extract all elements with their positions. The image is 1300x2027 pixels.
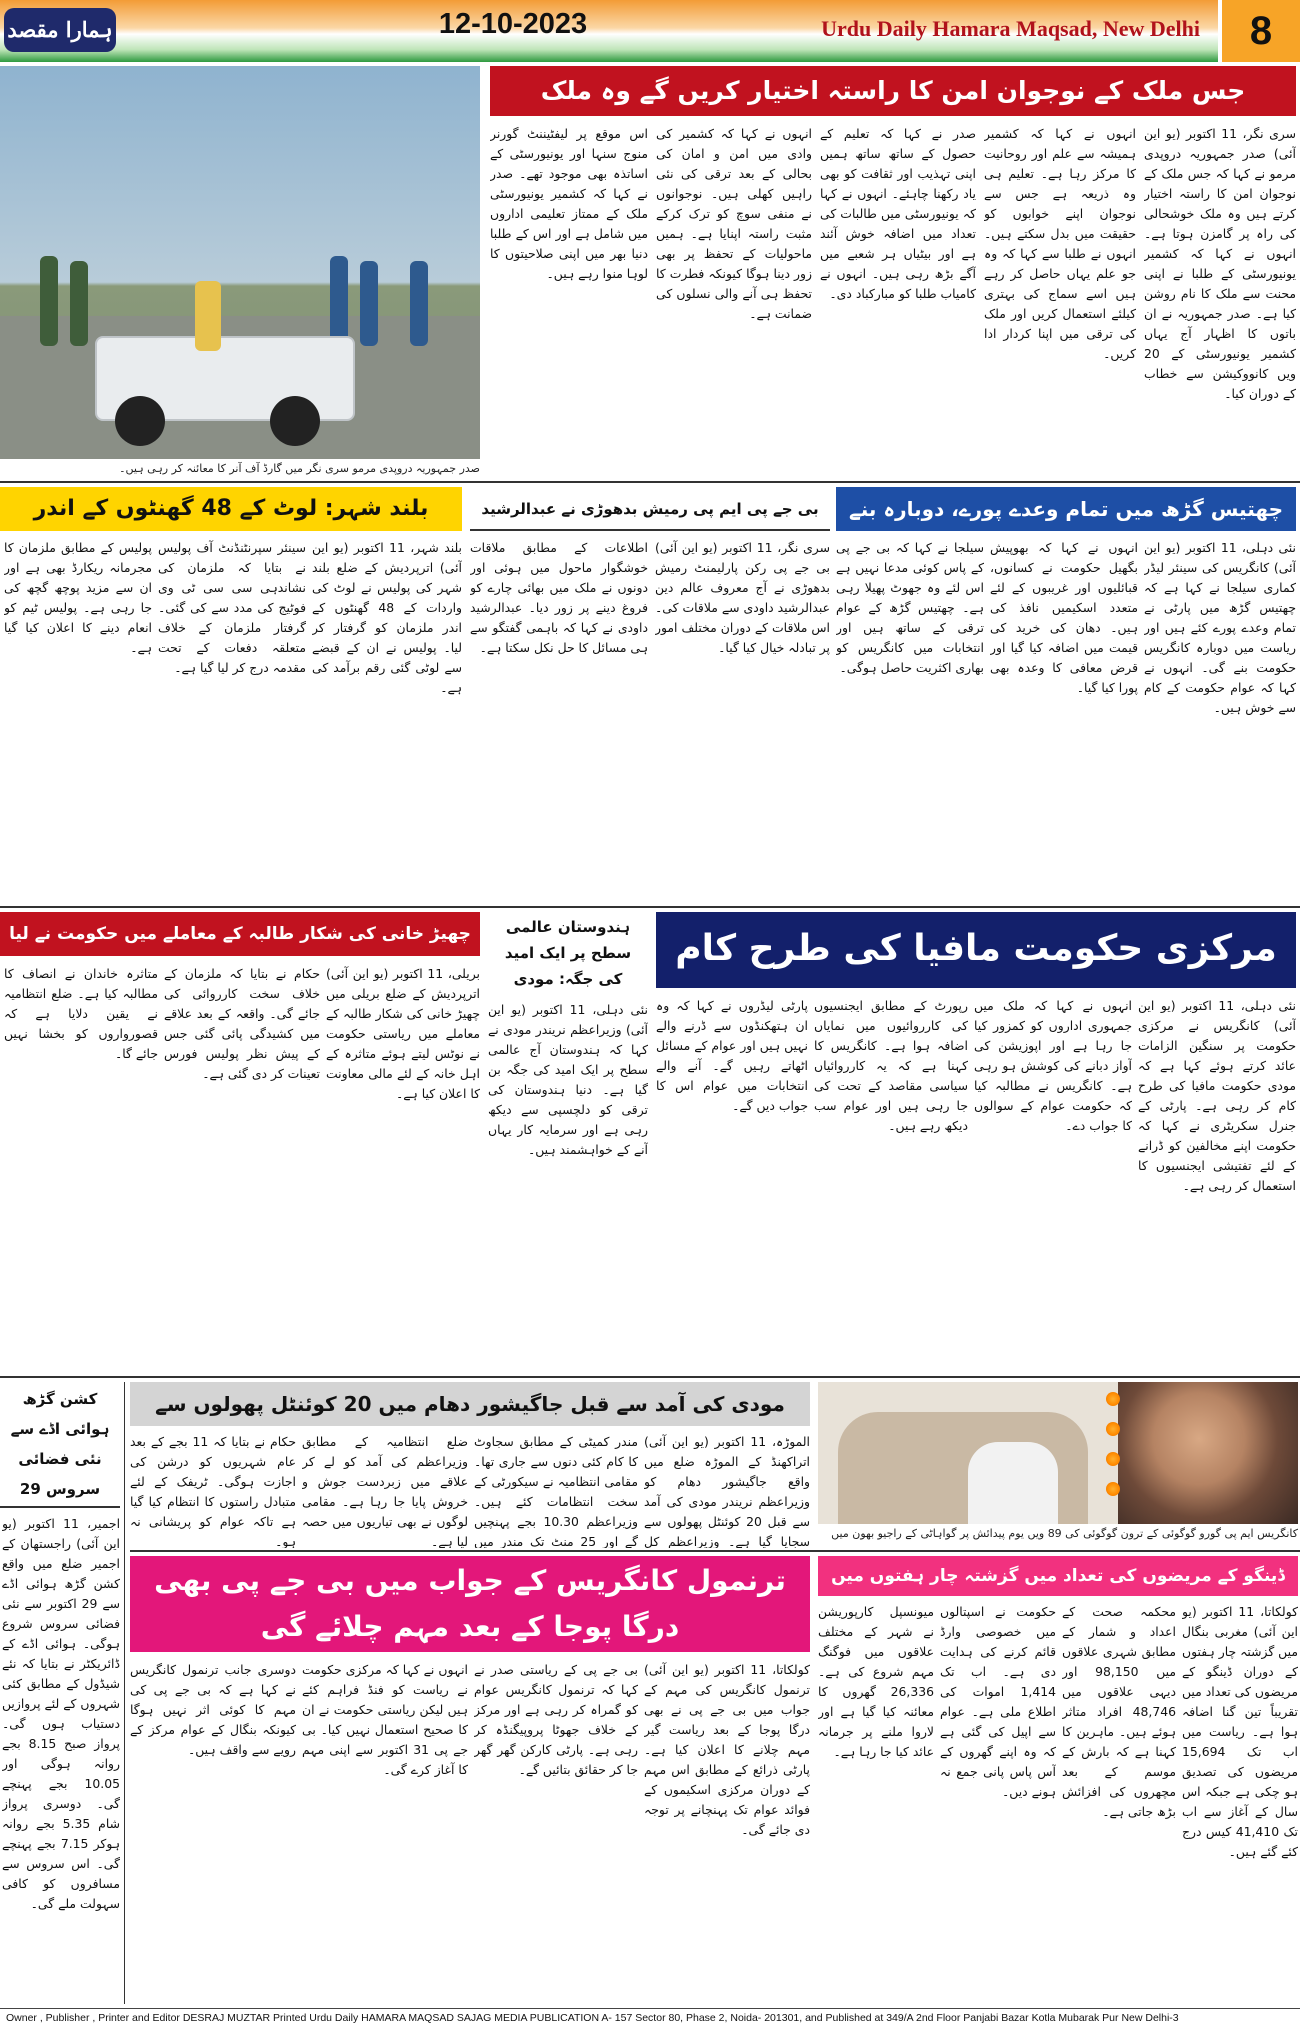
story-column: انہوں نے کہا کہ بھوپیش بگھیل حکومت نے کسانوں، قبائلیوں اور غریبوں کے لئے متعدد اسکیمیں نافذ کی ہیں۔ دھان کی خرید کی قیمت میں اضافہ کیا گیا اور قرض معافی کا وعدہ بھی پورا کیا گیا۔ [990,540,1138,695]
marigold-garland [1106,1482,1120,1496]
section-divider [0,1376,1300,1378]
story-column: اجمیر، 11 اکتوبر (یو این آئی) راجستھان کے اجمیر ضلع میں واقع کشن گڑھ ہوائی اڈے سے 29 اکتوبر سے نئی فضائی سروس شروع ہوگی۔ ہوائی اڈے کے ڈائریکٹر نے بتایا کہ نئے شیڈول کے مطابق کئی شہروں کے لئے پروازیں دستیاب ہوں گی۔ پرواز صبح 8.15 بجے روانہ ہوگی اور 10.05 بجے پہنچے گی۔ دوسری پرواز شام 5.35 بجے روانہ ہوکر 7.15 بجے پہنچے گی۔ اس سروس سے مسافروں کو کافی سہولت ملے گی۔ [2,1516,120,1911]
story-headline: ڈینگو کے مریضوں کی تعداد میں گزشتہ چار ہفتوں میں [818,1556,1298,1596]
guard-figure [330,256,348,346]
story-headline: بی جے پی ایم پی رمیش بدھوڑی نے عبدالرشید [470,487,830,531]
story-headline: مودی کی آمد سے قبل جاگیشور دھام میں 20 کوئنٹل پھولوں سے [130,1382,810,1426]
section-divider [0,906,1300,908]
column-divider [124,1382,125,2004]
story-column: محکمہ صحت کے اعداد و شمار کے مطابق شہری علاقوں میں 98,150 اور دیہی علاقوں میں 48,746 افراد متاثر ہوئے ہیں۔ ماہرین کا کہنا ہے کہ بارش کے موسم کے بعد مچھروں کی افزائش بڑھ جاتی ہے۔ [1062,1604,1176,1819]
guard-figure [410,261,428,346]
mourner-figure [968,1442,1058,1524]
story-headline: چھیڑ خانی کی شکار طالبہ کے معاملے میں حکومت نے لیا [0,912,480,956]
story-headline: چھتیس گڑھ میں تمام وعدے پورے، دوبارہ بنے [836,487,1296,531]
story-headline: کشن گڑھ ہوائی اڈے سے نئی فضائی سروس 29 [0,1382,120,1508]
marigold-garland [1106,1392,1120,1406]
story-column: ضلع انتظامیہ کے مطابق وزیراعظم کی آمد کو لے کر علاقے میں زبردست جوش و خروش پایا جا رہا ہے۔ مقامی لوگوں نے بھی تیاریوں میں حصہ لیا ہے۔ [302,1434,468,1548]
story-column: متاثرہ خاندان نے انصاف کا مطالبہ کیا ہے۔ ضلع انتظامیہ نے یقین دلایا ہے کہ قصورواروں کو بخشا نہیں جائے گا۔ [4,966,158,1061]
story-headline: ہندوستان عالمی سطح پر ایک امید کی جگہ: مودی [488,912,648,994]
president-inspection-photo [0,66,480,459]
story-column: سینئر سپرنٹنڈنٹ آف پولیس نے بتایا کہ ملزمان کی نشاندہی سی سی ٹی وی فوٹیج کی مدد سے کی گئی۔ گرفتار ملزمان کے خلاف متعلقہ دفعات کے تحت مقدمہ درج کر لیا گیا ہے۔ [158,540,306,675]
story-column: سری نگر، 11 اکتوبر (یو این آئی) بی جے پی رکن پارلیمنٹ رمیش بدھوڑی نے آج معروف عالم دین عبدالرشید داودی سے ملاقات کی۔ اس ملاقات کے دوران مختلف امور پر تبادلہ خیال کیا گیا۔ [655,540,830,655]
imprint-line: Owner , Publisher , Printer and Editor DESRAJ MUZTAR Printed Urdu Daily HAMARA MAQSAD SAJAG MEDIA PUBLICATION A- 157 Sector 80, Phase 2, Noida- 201301, and Published at 349/A 2nd Floor Panjabi Bazar Kotla Mubarak Pur New Delhi-3 [0,2008,1300,2027]
page-number: 8 [1218,0,1300,62]
jeep-wheel [270,396,320,446]
story-column: نئی دہلی، 11 اکتوبر (یو این آئی) کانگریس نے مرکزی حکومت پر سنگین الزامات عائد کرتے ہوئے کہا ہے کہ مودی حکومت مافیا کی طرح کام کر رہی ہے۔ پارٹی کے جنرل سکریٹری نے کہا کہ حکومت اپنے مخالفین کو ڈرانے کے لئے تفتیشی ایجنسیوں کا استعمال کر رہی ہے۔ [1138,998,1296,1193]
story-column: کولکاتا، 11 اکتوبر (یو این آئی) ترنمول کانگریس کی مہم کے جواب میں بی جے پی نے بھی درگا پوجا کے بعد ریاست گیر مہم چلانے کا اعلان کیا ہے۔ پارٹی ذرائع کے مطابق اس مہم کے دوران مرکزی اسکیموں کے فوائد عوام تک پہنچانے پر توجہ دی جائے گی۔ [644,1662,810,1837]
jeep-wheel [115,396,165,446]
guard-figure [360,261,378,346]
story-column: حکام نے بتایا کہ 11 بجے کے بعد عام شہریوں کو درشن کی اجازت ہوگی۔ ٹریفک کے لئے متبادل راستوں کا انتظام کیا گیا ہے تاکہ عوام کو پریشانی نہ ہو۔ [130,1434,296,1548]
story-column: بی جے پی کے ریاستی صدر نے کہا کہ ترنمول کانگریس عوام کو گمراہ کر رہی ہے اور مرکز کے خلاف جھوٹا پروپیگنڈہ کر رہی ہے۔ پارٹی کارکن گھر گھر جا کر حقائق بتائیں گے۔ [474,1662,638,1777]
story-column: انہوں نے کہا کہ مرکزی حکومت نے ریاست کو فنڈ فراہم کئے ہیں لیکن ریاستی حکومت نے ان کا صحیح استعمال نہیں کیا۔ بی جے پی 31 اکتوبر سے اپنی مہم کا آغاز کرے گی۔ [302,1662,468,1777]
section-divider [130,1550,1300,1552]
newspaper-logo: ہمارا مقصد [4,8,116,52]
section-divider [0,481,1300,483]
story-headline: ترنمول کانگریس کے جواب میں بی جے پی بھی درگا پوجا کے بعد مہم چلائے گی [130,1556,810,1652]
marigold-garland [1106,1452,1120,1466]
story-column: الموڑہ، 11 اکتوبر (یو این آئی) اتراکھنڈ کے الموڑہ ضلع میں واقع جاگیشور دھام کو وزیراعظم نریندر مودی کی آمد سے قبل 20 کوئنٹل پھولوں سے سجایا گیا ہے۔ وزیراعظم کل [644,1434,810,1548]
issue-date: 12-10-2023 [438,8,588,40]
story-column: حکام نے بتایا کہ ملزمان کے خلاف سخت کارروائی کی جائے گی۔ واقعہ کے بعد علاقے میں کشیدگی پائی گئی جس کے پیش نظر پولیس فورس تعینات کر دی گئی ہے۔ [164,966,320,1081]
story-column: اس موقع پر لیفٹیننٹ گورنر منوج سنہا اور یونیورسٹی کے اساتذہ بھی موجود تھے۔ صدر نے کہا کہ کشمیر یونیورسٹی ملک کے ممتاز تعلیمی اداروں میں شامل ہے اور اس کے طلبا دنیا بھر میں اپنی صلاحیتوں کا لوہا منوا رہے ہیں۔ [490,126,648,281]
story-column: پارٹی لیڈروں نے کہا کہ وہ ان ہتھکنڈوں سے ڈرنے والے نہیں ہیں اور عوام کے مسائل اٹھاتے رہیں گے۔ آنے والے انتخابات میں عوام اس کا جواب دیں گے۔ [656,998,808,1113]
president-figure [195,281,221,351]
story-column: اطلاعات کے مطابق ملاقات خوشگوار ماحول میں ہوئی اور دونوں نے ملک میں بھائی چارے کو فروغ دینے پر زور دیا۔ عبدالرشید داودی نے کہا کہ باہمی گفتگو سے ہی مسائل کا حل نکل سکتا ہے۔ [470,540,648,655]
story-column: مندر کمیٹی کے مطابق سجاوٹ کا کام کئی دنوں سے جاری تھا۔ مقامی انتظامیہ نے سیکورٹی کے سخت انتظامات کئے ہیں۔ وزیراعظم 10.30 بجے پہنچیں گے اور 25 منٹ تک مندر میں [474,1434,638,1548]
story-column: دوسری جانب ترنمول کانگریس نے کہا ہے کہ بی جے پی کی مہم کا کوئی اثر نہیں ہوگا کیونکہ بنگال کے عوام مرکز کے رویے سے واقف ہیں۔ [130,1662,296,1757]
story-column: انہوں نے کہا کہ کشمیر ہمیشہ سے علم اور روحانیت کا مرکز رہا ہے۔ تعلیم ہی وہ ذریعہ ہے جس سے نوجوان اپنے خوابوں کو حقیقت میں بدل سکتے ہیں۔ انہوں نے طلبا سے کہا کہ وہ جو علم یہاں حاصل کر رہے ہیں اسے سماج کی بہتری کیلئے استعمال کریں اور ملک کی ترقی میں اپنا کردار ادا کریں۔ [984,126,1136,361]
portrait-frame [1118,1382,1298,1524]
story-column: سیلجا نے کہا کہ بی جے پی کے پاس کوئی مدعا نہیں ہے اس لئے وہ جھوٹ پھیلا رہی ہے۔ چھتیس گڑھ کے عوام ترقی کے ساتھ ہیں اور انتخابات میں کانگریس کو بھاری اکثریت حاصل ہوگی۔ [836,540,984,675]
story-headline: جس ملک کے نوجوان امن کا راستہ اختیار کریں گے وہ ملک [490,66,1296,116]
photo-caption: کانگریس ایم پی گورو گوگوئی کے ترون گوگوئی کی 89 ویں یوم پیدائش پر گواہاٹی کے راجیو بھون میں [831,1527,1298,1540]
story-headline: مرکزی حکومت مافیا کی طرح کام [656,912,1296,988]
story-column: نئی دہلی، 11 اکتوبر (یو این آئی) کانگریس کی سینئر لیڈر کماری سیلجا نے کہا ہے کہ چھتیس گڑھ میں پارٹی نے تمام وعدے پورے کئے ہیں اور ریاست میں دوبارہ کانگریس حکومت بنے گی۔ انہوں نے کہا کہ عوام حکومت کے کام سے خوش ہیں۔ [1144,540,1296,715]
story-column: انہوں نے کہا کہ ملک میں جمہوری اداروں کو کمزور کیا جا رہا ہے اور اپوزیشن کی آواز دبانے کی کوشش ہو رہی ہے۔ کانگریس نے مطالبہ کیا کہ حکومت عوام کے سوالوں کا جواب دے۔ [974,998,1132,1133]
guard-figure [70,261,88,346]
tribute-photo [818,1382,1298,1524]
story-column: کولکاتا، 11 اکتوبر (یو این آئی) مغربی بنگال میں گزشتہ چار ہفتوں کے دوران ڈینگو کے مریضوں کی تعداد میں تقریباً تین گنا اضافہ ہوا ہے۔ ریاست میں اب تک 15,694 مریضوں کی تصدیق ہو چکی ہے جبکہ اس سال کے آغاز سے اب تک 41,410 کیس درج کئے گئے ہیں۔ [1182,1604,1298,1859]
story-column: میونسپل کارپوریشن نے شہر کے مختلف علاقوں میں فوگنگ مہم شروع کی ہے۔ 26,336 گھروں کا معائنہ کیا گیا ہے اور لاروا ملنے پر جرمانہ عائد کیا جا رہا ہے۔ [818,1604,934,1759]
story-column: بریلی، 11 اکتوبر (یو این آئی) اترپردیش کے ضلع بریلی میں چھیڑ خانی کی شکار طالبہ کے معاملے میں ریاستی حکومت نے نوٹس لیتے ہوئے متاثرہ کے اہل خانہ کے لئے مالی معاونت کا اعلان کیا ہے۔ [326,966,480,1101]
story-headline: بلند شہر: لوٹ کے 48 گھنٹوں کے اندر [0,487,462,531]
story-column: صدر نے کہا کہ تعلیم کے حصول کے ساتھ ساتھ ہمیں اپنی تہذیب اور ثقافت کو بھی یاد رکھنا چاہئے۔ انہوں نے کہا کہ یونیورسٹی میں طالبات کی تعداد میں اضافہ خوش آئند ہے اور بیٹیاں ہر شعبے میں آگے بڑھ رہی ہیں۔ انہوں نے کامیاب طلبا کو مبارکباد دی۔ [820,126,976,301]
story-column: بلند شہر، 11 اکتوبر (یو این آئی) اترپردیش کے ضلع بلند شہر کی پولیس نے لوٹ کی واردات کے 48 گھنٹوں کے اندر ملزمان کو گرفتار کر لیا۔ پولیس نے ان کے قبضے سے لوٹی گئی رقم برآمد کی ہے۔ [312,540,462,695]
photo-caption: صدر جمہوریہ دروپدی مرمو سری نگر میں گارڈ آف آنر کا معائنہ کر رہی ہیں۔ [119,462,480,475]
story-column: سری نگر، 11 اکتوبر (یو این آئی) صدر جمہوریہ دروپدی مرمو نے کہا کہ جس ملک کے نوجوان امن کا راستہ اختیار کرتے ہیں وہ ملک خوشحالی کی راہ پر گامزن ہوتا ہے۔ انہوں نے کہا کہ کشمیر یونیورسٹی کے طلبا نے اپنی محنت سے ملک کا نام روشن کیا ہے۔ صدر جمہوریہ نے ان باتوں کا اظہار آج یہاں کشمیر یونیورسٹی کے 20 ویں کانووکیشن سے خطاب کے دوران کیا۔ [1144,126,1296,401]
story-column: حکومت نے اسپتالوں میں خصوصی وارڈ قائم کرنے کی ہدایت دی ہے۔ اب تک 1,414 اموات کی اطلاع ملی ہے۔ عوام سے اپیل کی گئی ہے کہ وہ اپنے گھروں کے آس پاس پانی جمع نہ ہونے دیں۔ [940,1604,1056,1799]
guard-figure [40,256,58,346]
story-column: پولیس کے مطابق ملزمان کا مجرمانہ ریکارڈ بھی ہے اور ان سے مزید پوچھ گچھ کی جا رہی ہے۔ پولیس ٹیم کو انعام دینے کا اعلان کیا گیا ہے۔ [4,540,152,655]
newspaper-name: Urdu Daily Hamara Maqsad, New Delhi [821,16,1200,41]
marigold-garland [1106,1422,1120,1436]
story-column: نئی دہلی، 11 اکتوبر (یو این آئی) وزیراعظم نریندر مودی نے کہا کہ ہندوستان آج عالمی سطح پر ایک امید کی جگہ بن گیا ہے۔ دنیا ہندوستان کی ترقی کو دلچسپی سے دیکھ رہی ہے اور سرمایہ کار یہاں آنے کے خواہشمند ہیں۔ [488,1002,648,1157]
story-column: رپورٹ کے مطابق ایجنسیوں کی کارروائیوں میں نمایاں اضافہ ہوا ہے۔ کانگریس کا کہنا ہے کہ یہ کارروائیاں سیاسی مقاصد کے تحت کی جا رہی ہیں اور عوام سب دیکھ رہے ہیں۔ [814,998,968,1133]
story-column: انہوں نے کہا کہ کشمیر کی وادی میں امن و امان کی بحالی کے بعد ترقی کی نئی راہیں کھلی ہیں۔ نوجوانوں نے منفی سوچ کو ترک کرکے مثبت راستہ اپنایا ہے۔ ہمیں ماحولیات کے تحفظ پر بھی زور دینا ہوگا کیونکہ فطرت کا تحفظ ہی آنے والی نسلوں کی ضمانت ہے۔ [656,126,812,321]
